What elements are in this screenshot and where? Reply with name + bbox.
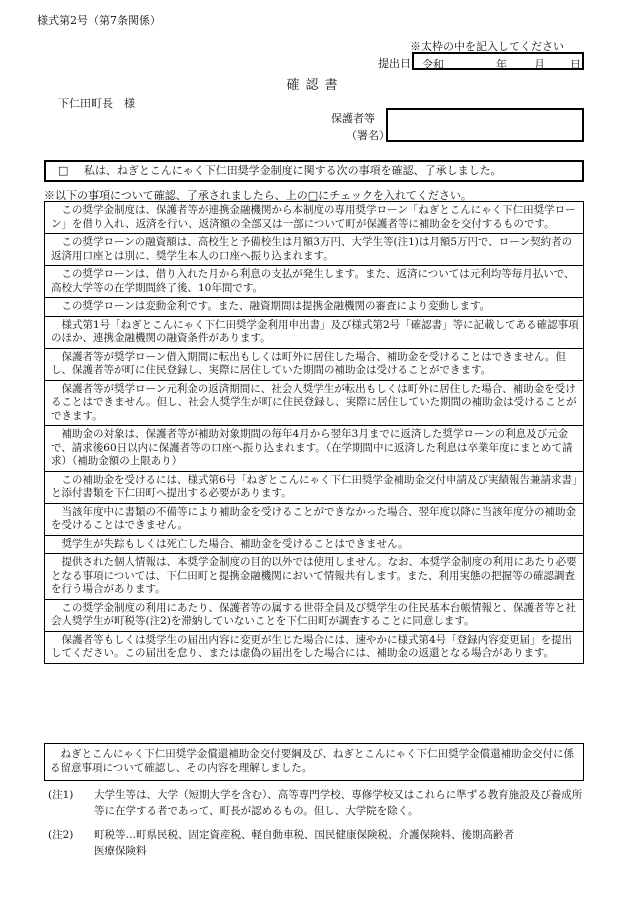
date-day-unit: 日 [570,58,581,71]
date-era: 令和 [422,58,444,71]
list-item: 保護者等が奨学ローン借入期間に転出もしくは町外に居住した場合、補助金を受けることはできません。但し、保護者等が町に住民登録し、実際に居住していた期間の補助金は受けることができます。 [44,349,584,381]
addressee: 下仁田町長 様 [58,97,135,110]
footnote-2 [0,827,630,867]
items-list [44,201,584,664]
final-statement: ねぎとこんにゃく下仁田奨学金償還補助金交付要綱及び、ねぎとこんにゃく下仁田奨学金償還補助金交付に係る留意事項について確認し、その内容を理解しました。 [44,743,584,781]
list-item: 保護者等が奨学ローン元利金の返済期間に、社会人奨学生が転出もしくは町外に居住した場合、補助金を受けることはできません。但し、社会人奨学生が町に住民登録し、実際に居住していた期間の補助金は受けることができます。 [44,381,584,427]
list-item: 様式第1号「ねぎとこんにゃく下仁田奨学金利用申出書」及び様式第2号「確認書」等に記載してある確認事項のほか、連携金融機関の融資条件があります。 [44,317,584,349]
list-item: この奨学ローンは、借り入れた月から利息の支払が発生します。また、返済については元利均等毎月払いで、高校大学等の在学期間終了後、10年間です。 [44,266,584,298]
confirmation-box [44,160,584,182]
guardian-sign-label: （署名） [346,129,390,142]
list-item: 保護者等もしくは奨学生の届出内容に変更が生じた場合には、速やかに様式第4号「登録内容変更届」を提出してください。この届出を怠り、または虚偽の届出をした場合には、補助金の返還となる場合があります。 [44,632,584,664]
form-number: 様式第2号（第7条関係） [37,14,161,27]
list-item: この補助金を受けるには、様式第6号「ねぎとこんにゃく下仁田奨学金補助金交付申請及び実績報告兼請求書」と添付書類を下仁田町へ提出する必要があります。 [44,472,584,504]
guardian-label: 保護者等 [331,112,375,125]
confirmation-checkbox[interactable]: □ [58,164,69,177]
list-item: この奨学金制度は、保護者等が連携金融機関から本制度の専用奨学ローン「ねぎとこんにゃく下仁田奨学ローン」を借り入れ、返済を行い、返済額の全部又は一部について町が保護者等に補助金を交付するものです。 [44,201,584,234]
footnote-text: 町税等…町県民税、固定資産税、軽自動車税、国民健康保険税、介護保険料、後期高齢者医療保険料 [94,829,514,857]
page-title: 確認書 [286,78,344,93]
submission-date-field[interactable] [412,52,584,70]
instruction-text: ※以下の事項について確認、了承されましたら、上の□にチェックを入れてください。 [44,189,472,202]
footnote-label: (注2) [48,829,74,841]
footnote-label: (注1) [48,789,74,801]
date-year-unit: 年 [496,58,507,71]
date-month-unit: 月 [534,58,545,71]
footnote-text: 大学生等は、大学（短期大学を含む）、高等専門学校、専修学校又はこれらに準ずる教育施設及び養成所等に在学する者であって、町長が認めるもの。但し、大学院を除く。 [94,789,583,817]
list-item: 補助金の対象は、保護者等が補助対象期間の毎年4月から翌年3月までに返済した奨学ローンの利息及び元金で、請求後60日以内に保護者等の口座へ振り込まれます。（在学期間中に返済した利息は卒業年度にまとめて請求）（補助金額の上限あり） [44,426,584,472]
date-label: 提出日 [378,57,411,70]
footnote-1 [0,787,630,827]
list-item: 当該年度中に書類の不備等により補助金を受けることができなかった場合、翌年度以降に当該年度分の補助金を受けることはできません。 [44,504,584,536]
list-item: 提供された個人情報は、本奨学金制度の目的以外では使用しません。なお、本奨学金制度の利用にあたり必要となる事項については、下仁田町と提携金融機関において情報共有します。また、利用実態の把握等の確認調査を行う場合があります。 [44,554,584,600]
list-item: この奨学ローンの融資額は、高校生と予備校生は月額3万円、大学生等(注1)は月額5万円で、ローン契約者の返済用口座とは別に、奨学生本人の口座へ振り込まれます。 [44,234,584,266]
list-item: 奨学生が失踪もしくは死亡した場合、補助金を受けることはできません。 [44,536,584,555]
guardian-signature-field[interactable] [386,108,584,142]
list-item: この奨学ローンは変動金利です。また、融資期間は提携金融機関の審査により変動します。 [44,298,584,317]
instruction-note: ※太枠の中を記入してください [410,40,564,53]
confirmation-text: 私は、ねぎとこんにゃく下仁田奨学金制度に関する次の事項を確認、了承しました。 [83,164,502,177]
list-item: この奨学金制度の利用にあたり、保護者等の属する世帯全員及び奨学生の住民基本台帳情報と、保護者等と社会人奨学生が町税等(注2)を滞納していないことを下仁田町が調査することに同意します。 [44,600,584,632]
